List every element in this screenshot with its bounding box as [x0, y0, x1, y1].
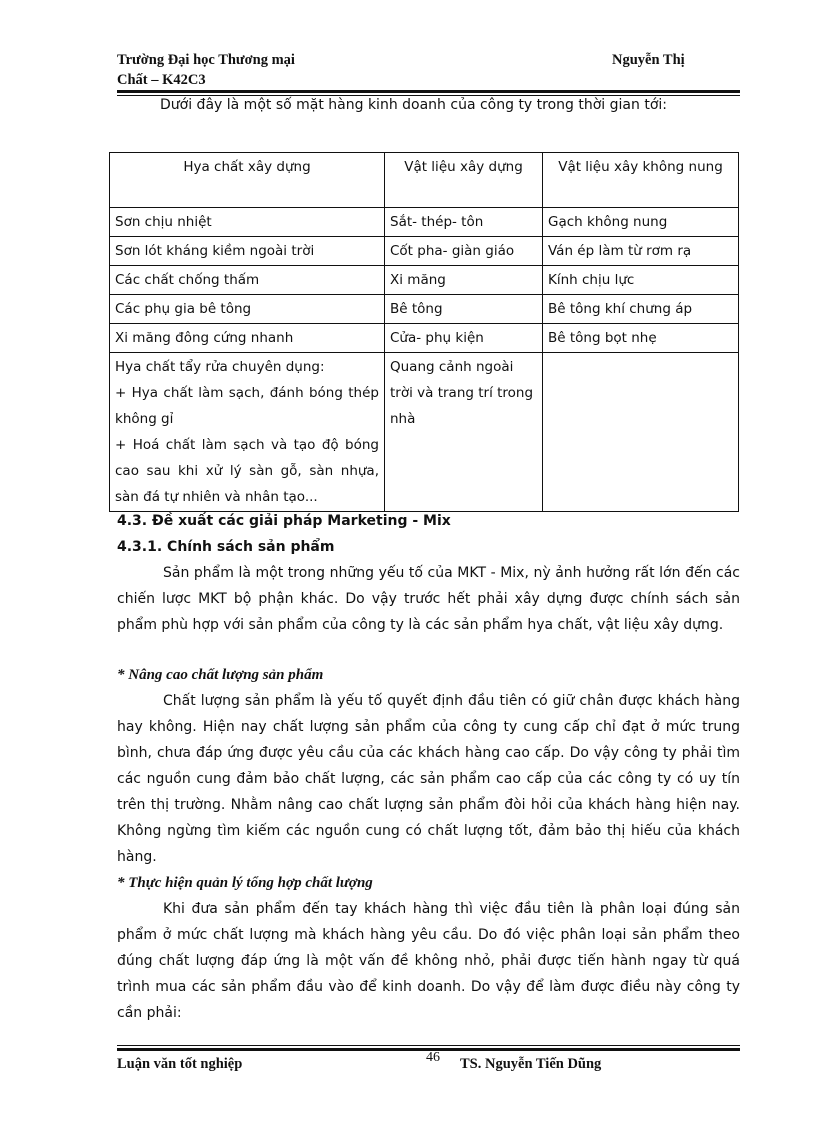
table-cell: Sơn chịu nhiệt [110, 208, 385, 237]
table-cell: Cốt pha- giàn giáo [385, 237, 543, 266]
table-cell: Gạch không nung [543, 208, 739, 237]
table-row [110, 208, 739, 237]
paragraph-quality [117, 688, 740, 870]
paragraph-text: Khi đưa sản phẩm đến tay khách hàng thì việc đầu tiên là phân loại đúng sản phẩm ở mức chất lượng mà khách hàng yêu cầu. Do đó việc phân loại sản phẩm theo đúng chất lượng đáp ứng là một vấn đề không nhỏ, phải được tiến hành ngay từ quá trình mua các sản phẩm đầu vào để kinh doanh. Do vậy để làm được điều này công ty cần phải: [117, 901, 740, 1021]
table-cell: Các phụ gia bê tông [110, 295, 385, 324]
table-header-cell: Hya chất xây dựng [110, 153, 385, 208]
table-row [110, 295, 739, 324]
footer-thesis-label: Luận văn tốt nghiệp [117, 1056, 243, 1072]
subhead-quality-management: * Thực hiện quản lý tổng hợp chất lượng [117, 875, 373, 891]
header-school: Trường Đại học Thương mại [117, 52, 295, 68]
table-cell: Kính chịu lực [543, 266, 739, 295]
table-cell: Bê tông khí chưng áp [543, 295, 739, 324]
paragraph-product-policy [117, 560, 740, 638]
header-author: Nguyễn Thị [612, 52, 685, 68]
cleaning-chemicals-title: Hya chất tẩy rửa chuyên dụng: [115, 359, 325, 375]
cleaning-chemicals-item: + Hya chất làm sạch, đánh bóng thép không gỉ [115, 385, 379, 427]
table-cell: Ván ép làm từ rơm rạ [543, 237, 739, 266]
table-header-cell: Vật liệu xây dựng [385, 153, 543, 208]
paragraph-quality-management [117, 896, 740, 1026]
table-cell: Xi măng đông cứng nhanh [110, 324, 385, 353]
table-row [110, 266, 739, 295]
table-row [110, 353, 739, 512]
table-cell [543, 353, 739, 512]
paragraph-text: Chất lượng sản phẩm là yếu tố quyết định đầu tiên có giữ chân được khách hàng hay không. Hiện nay chất lượng sản phẩm của công ty cung cấp chỉ đạt ở mức trung bình, chưa đáp ứng được yêu cầu của các khách hàng cao cấp. Do vậy công ty phải tìm các nguồn cung đảm bảo chất lượng, các sản phẩm cao cấp của các công ty có uy tín trên thị trường. Nhằm nâng cao chất lượng sản phẩm đòi hỏi của khách hàng hiện nay. Không ngừng tìm kiếm các nguồn cung có chất lượng tốt, đảm bảo thị hiếu của khách hàng. [117, 693, 740, 865]
table-cell: Xi măng [385, 266, 543, 295]
footer-supervisor: TS. Nguyễn Tiến Dũng [460, 1056, 602, 1072]
paragraph-text: Sản phẩm là một trong những yếu tố của MKT - Mix, nỳ ảnh hưởng rất lớn đến các chiến lược MKT bộ phận khác. Do vậy trước hết phải xây dựng được chính sách sản phẩm phù hợp với sản phẩm của công ty là các sản phẩm hya chất, vật liệu xây dựng. [117, 565, 740, 633]
table-header-row [110, 153, 739, 208]
table-cell: Bê tông [385, 295, 543, 324]
table-cell [110, 353, 385, 512]
subhead-quality: * Nâng cao chất lượng sản phẩm [117, 667, 324, 683]
table-cell: Quang cảnh ngoài trời và trang trí trong nhà [385, 353, 543, 512]
product-table [109, 152, 739, 512]
table-cell: Cửa- phụ kiện [385, 324, 543, 353]
cleaning-chemicals-item: + Hoá chất làm sạch và tạo độ bóng cao sau khi xử lý sàn gỗ, sàn nhựa, sàn đá tự nhiên và nhân tạo... [115, 437, 379, 505]
header-class: Chất – K42C3 [117, 72, 206, 88]
intro-sentence: Dưới đây là một số mặt hàng kinh doanh của công ty trong thời gian tới: [160, 97, 667, 113]
footer-rule-thin [117, 1045, 740, 1046]
header-left [117, 50, 295, 90]
subsection-heading: 4.3.1. Chính sách sản phẩm [117, 539, 335, 555]
page-number: 46 [426, 1050, 440, 1065]
table-cell: Các chất chống thấm [110, 266, 385, 295]
header-rule-thick [117, 90, 740, 93]
table-header-cell: Vật liệu xây không nung [543, 153, 739, 208]
section-heading: 4.3. Đề xuất các giải pháp Marketing - Mix [117, 513, 451, 529]
table-row [110, 324, 739, 353]
table-cell: Sơn lót kháng kiềm ngoài trời [110, 237, 385, 266]
table-cell: Bê tông bọt nhẹ [543, 324, 739, 353]
table-row [110, 237, 739, 266]
table-cell: Sắt- thép- tôn [385, 208, 543, 237]
header-rule-thin [117, 95, 740, 96]
